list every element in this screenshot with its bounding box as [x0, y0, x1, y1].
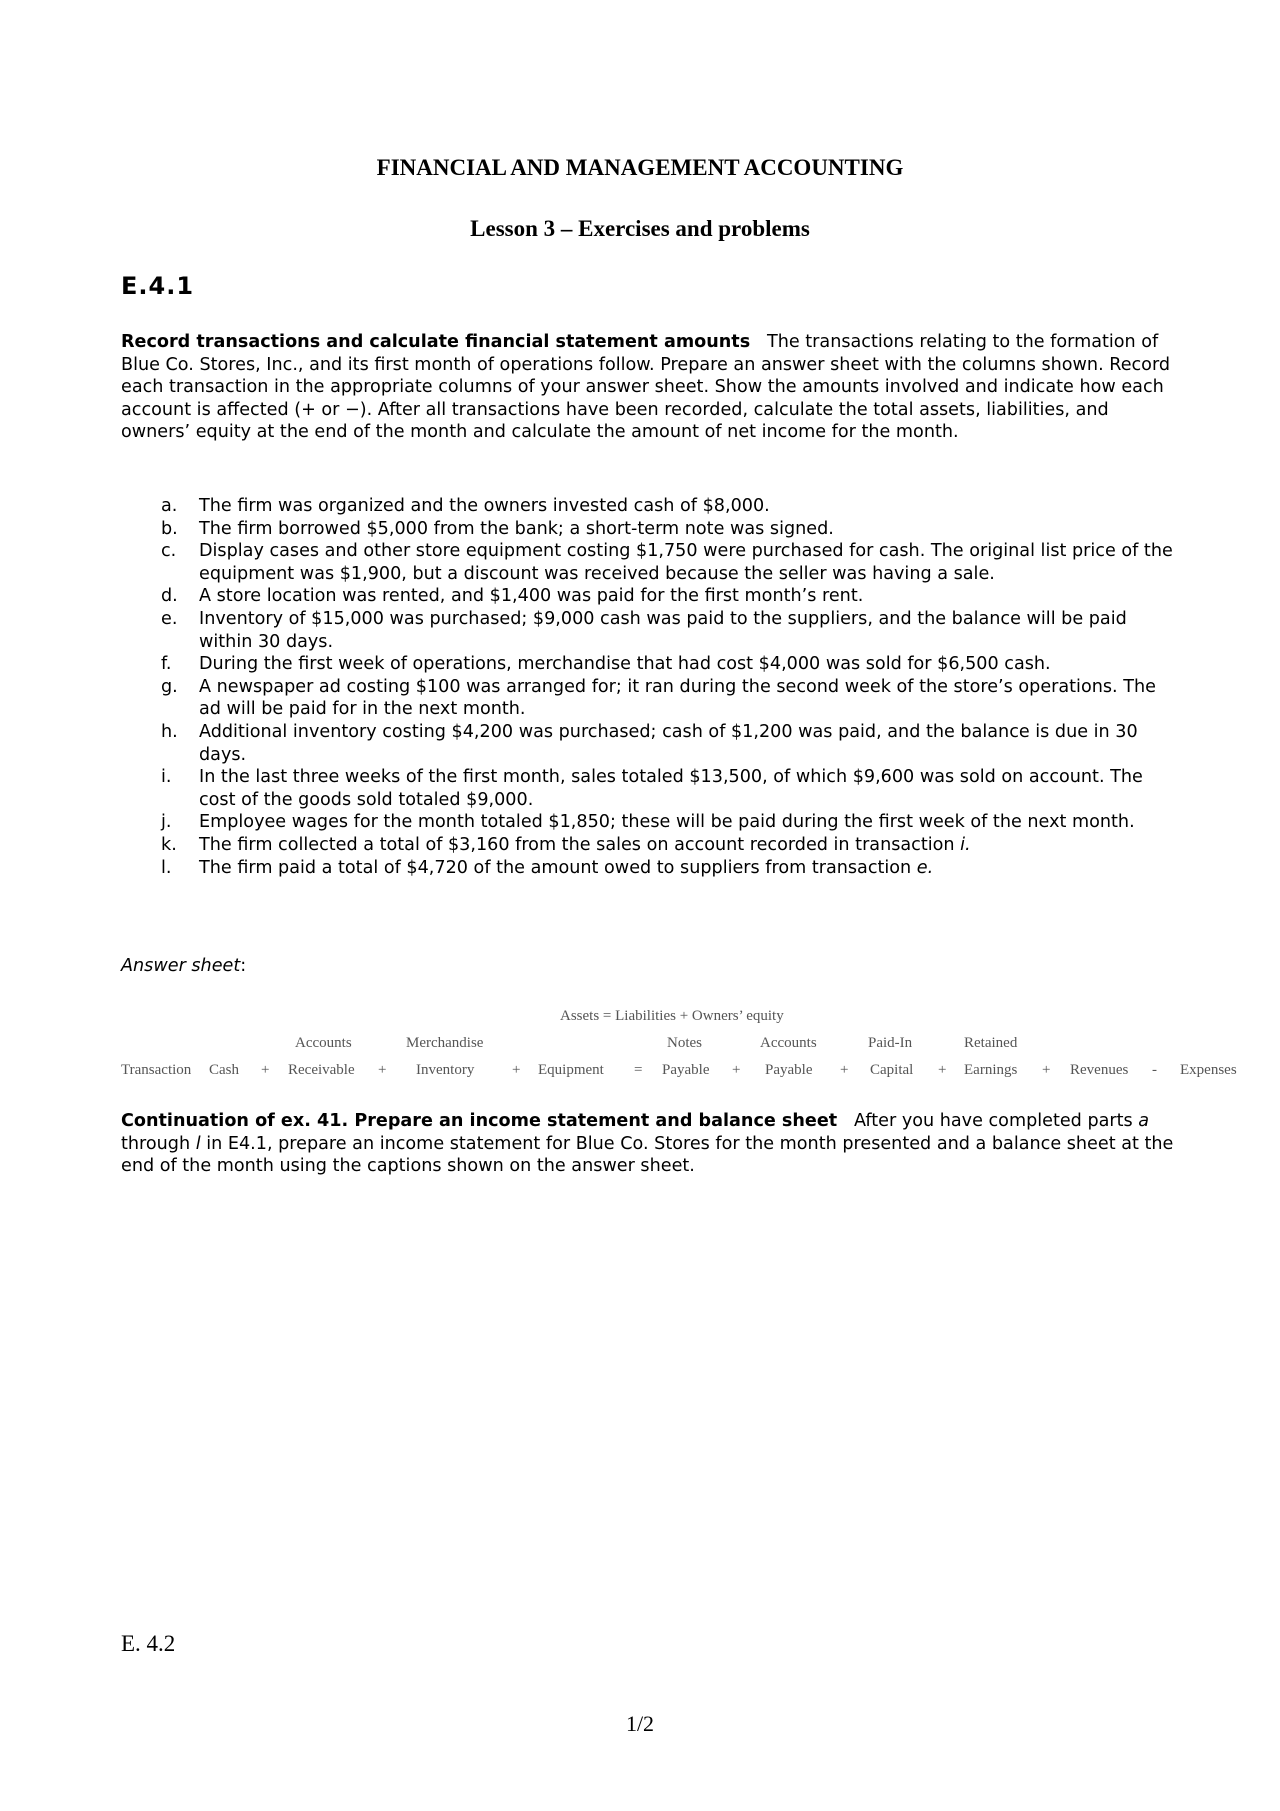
transaction-text: Inventory of $15,000 was purchased; $9,000 cash was paid to the suppliers, and the balance will be paid within 30 days. — [199, 608, 1127, 652]
continuation-text-2: through — [121, 1133, 191, 1154]
col-retained-earnings-top: Retained — [964, 1035, 1018, 1051]
transaction-text: The firm collected a total of $3,160 from the sales on account recorded in transaction — [199, 834, 955, 855]
accounting-equation: Assets = Liabilities + Owners’ equity — [560, 1008, 784, 1024]
transaction-item — [121, 721, 1181, 766]
operator-plus: + — [732, 1062, 741, 1078]
transaction-text: A newspaper ad costing $100 was arranged for; it ran during the second week of the store’s operations. The ad will be paid for in the next month. — [199, 676, 1156, 720]
transaction-item — [121, 857, 1181, 880]
operator-plus: + — [512, 1062, 521, 1078]
transaction-text: Additional inventory costing $4,200 was purchased; cash of $1,200 was paid, and the balance is due in 30 days. — [199, 721, 1138, 765]
document-title: FINANCIAL AND MANAGEMENT ACCOUNTING — [376, 155, 904, 180]
transaction-text: In the last three weeks of the first month, sales totaled $13,500, of which $9,600 was sold on account. The cost of the goods sold totaled $9,000. — [199, 767, 1143, 810]
transaction-text: The firm was organized and the owners invested cash of $8,000. — [199, 496, 770, 516]
operator-plus: + — [261, 1062, 270, 1078]
transaction-item — [121, 834, 1181, 857]
continuation-text-1: After you have completed parts — [853, 1111, 1133, 1131]
operator-equals: = — [634, 1062, 643, 1078]
continuation-exercise — [121, 1110, 1181, 1178]
transaction-label: k. — [161, 834, 177, 855]
operator-plus: + — [840, 1062, 849, 1078]
continuation-title: Continuation of ex. 41. Prepare an income statement and balance sheet — [121, 1111, 838, 1131]
answer-sheet-label — [121, 956, 246, 976]
continuation-part-l: l — [195, 1133, 201, 1154]
transaction-item — [121, 766, 1181, 811]
transaction-label: d. — [161, 586, 178, 607]
transaction-label: i. — [161, 767, 172, 788]
col-expenses: Expenses — [1180, 1062, 1237, 1078]
exercise-intro — [121, 331, 1181, 444]
transaction-item — [121, 811, 1181, 834]
transaction-ref: e. — [916, 857, 934, 878]
col-accounts-receivable-top: Accounts — [295, 1035, 352, 1051]
transaction-label: e. — [161, 608, 178, 629]
transaction-item — [121, 518, 1181, 541]
transaction-label: l. — [161, 857, 172, 878]
transaction-text: Employee wages for the month totaled $1,850; these will be paid during the first week of the next month. — [199, 812, 1135, 833]
continuation-text-3: in E4.1, prepare an income statement for Blue Co. Stores for the month presented and a balance sheet at the end of the month using the captions shown on the answer sheet. — [121, 1133, 1174, 1177]
col-accounts-receivable: Receivable — [288, 1062, 355, 1078]
col-paid-in-capital: Capital — [870, 1062, 914, 1078]
transaction-label: g. — [161, 676, 178, 697]
transaction-label: j. — [161, 812, 172, 833]
col-notes-payable: Payable — [662, 1062, 710, 1078]
transaction-label: f. — [161, 654, 172, 675]
exercise-heading-e42: E. 4.2 — [121, 1631, 176, 1656]
transaction-item — [121, 495, 1181, 518]
col-paid-in-capital-top: Paid-In — [868, 1035, 913, 1051]
transaction-label: c. — [161, 541, 177, 562]
transaction-text: The firm paid a total of $4,720 of the amount owed to suppliers from transaction — [199, 857, 912, 878]
transaction-label: b. — [161, 518, 178, 539]
transaction-label: h. — [161, 721, 178, 742]
continuation-part-a: a — [1138, 1111, 1150, 1131]
exercise-intro-text: The transactions relating to the formation of Blue Co. Stores, Inc., and its first month of operations follow. Prepare an answer sheet with the columns shown. Record each transaction in the appropriate columns of your answer sheet. Show the amounts involved and indicate how each account is affected (+ or −). After all transactions have been recorded, calculate the total assets, liabilities, and owners’ equity at the end of the month and calculate the amount of net income for the month. — [121, 332, 1171, 443]
col-cash: Cash — [209, 1062, 239, 1078]
answer-sheet-colon: : — [240, 956, 247, 976]
exercise-intro-title: Record transactions and calculate financial statement amounts — [121, 332, 751, 352]
col-merchandise-inventory-top: Merchandise — [406, 1035, 484, 1051]
transaction-text: Display cases and other store equipment costing $1,750 were purchased for cash. The original list price of the equipment was $1,900, but a discount was received because the seller was having a sale. — [199, 541, 1173, 584]
operator-plus: + — [1042, 1062, 1051, 1078]
col-accounts-payable-top: Accounts — [760, 1035, 817, 1051]
operator-plus: + — [378, 1062, 387, 1078]
col-retained-earnings: Earnings — [964, 1062, 1018, 1078]
col-notes-payable-top: Notes — [667, 1035, 702, 1051]
transaction-text: The firm borrowed $5,000 from the bank; a short-term note was signed. — [199, 518, 834, 539]
col-transaction: Transaction — [121, 1062, 192, 1078]
operator-minus: - — [1152, 1062, 1157, 1078]
transaction-ref: i. — [960, 834, 971, 855]
transaction-item — [121, 676, 1181, 721]
col-accounts-payable: Payable — [765, 1062, 813, 1078]
operator-plus: + — [938, 1062, 947, 1078]
transaction-item — [121, 653, 1181, 676]
page-number: 1/2 — [625, 1711, 655, 1736]
exercise-heading-e41: E.4.1 — [121, 272, 195, 300]
lesson-title: Lesson 3 – Exercises and problems — [470, 216, 810, 241]
col-equipment: Equipment — [538, 1062, 604, 1078]
transaction-text: During the first week of operations, merchandise that had cost $4,000 was sold for $6,500 cash. — [199, 654, 1051, 675]
transaction-item — [121, 540, 1181, 585]
transaction-item — [121, 608, 1181, 653]
transaction-list — [121, 495, 1181, 879]
transaction-label: a. — [161, 496, 178, 516]
answer-sheet-label-text: Answer sheet — [121, 956, 241, 976]
transaction-text: A store location was rented, and $1,400 was paid for the first month’s rent. — [199, 586, 864, 607]
transaction-item — [121, 585, 1181, 608]
col-merchandise-inventory: Inventory — [416, 1062, 475, 1078]
col-revenues: Revenues — [1070, 1062, 1129, 1078]
